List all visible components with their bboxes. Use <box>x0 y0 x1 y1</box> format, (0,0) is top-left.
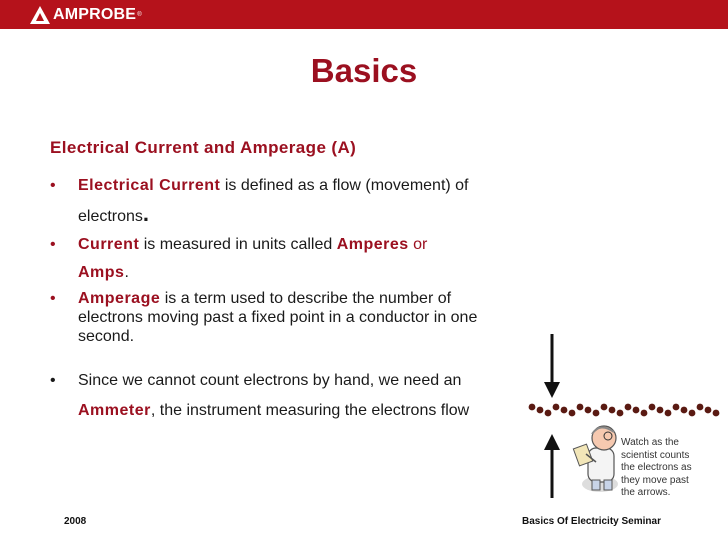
term-current: Current <box>78 236 140 253</box>
brand-name: AMPROBE <box>53 6 137 23</box>
electrons-row <box>529 404 720 417</box>
footer-seminar: Basics Of Electricity Seminar <box>522 516 661 527</box>
bullet-dot-icon: • <box>50 290 56 307</box>
bullet-text: is a term used to describe the number of electrons moving past a fixed point in a conductor in one second. <box>78 290 478 345</box>
term-amperage: Amperage <box>78 290 161 307</box>
amprobe-logo-icon <box>30 6 50 24</box>
bullet-amperage <box>50 289 520 346</box>
caption-line: they move past <box>621 474 689 486</box>
electron-icon <box>689 410 696 417</box>
term-ammeter: Ammeter <box>78 402 151 419</box>
electron-icon <box>649 404 656 411</box>
electron-icon <box>585 407 592 414</box>
illustration-caption <box>621 437 721 500</box>
electron-icon <box>697 404 704 411</box>
bullet-period: . <box>142 201 150 226</box>
electron-icon <box>545 410 552 417</box>
caption-line: the electrons as <box>621 462 692 473</box>
bullet-electrical-current <box>50 172 520 231</box>
bullet-ammeter <box>50 366 520 426</box>
electron-icon <box>609 407 616 414</box>
electron-icon <box>561 407 568 414</box>
up-arrow-icon <box>544 434 560 498</box>
electron-icon <box>529 404 536 411</box>
caption-line: Watch as the <box>621 437 679 448</box>
electron-icon <box>601 404 608 411</box>
term-electrical-current: Electrical Current <box>78 177 221 194</box>
bullet-period: . <box>124 264 129 281</box>
footer-year: 2008 <box>64 516 87 527</box>
caption-line: scientist counts <box>621 449 690 461</box>
bullet-text: Since we cannot count electrons by hand, we need an <box>78 372 462 389</box>
electron-icon <box>577 404 584 411</box>
scientist-figure <box>573 426 618 492</box>
term-amps: Amps <box>78 264 125 281</box>
electron-icon <box>665 410 672 417</box>
electron-icon <box>569 410 576 417</box>
bullet-dot-icon: • <box>50 372 56 389</box>
caption-line: the arrows. <box>621 487 671 498</box>
bullet-dot-icon: • <box>50 177 56 194</box>
bullet-text-end: , the instrument measuring the electrons flow <box>150 402 470 419</box>
bullet-dot-icon: • <box>50 236 56 253</box>
term-amperes: Amperes <box>336 236 409 253</box>
slide-subtitle: Electrical Current and Amperage (A) <box>50 138 357 157</box>
electron-icon <box>681 407 688 414</box>
electron-icon <box>705 407 712 414</box>
brand-logo <box>30 4 142 26</box>
electron-icon <box>553 404 560 411</box>
electron-icon <box>641 410 648 417</box>
bullet-text: is defined as a flow (movement) of electrons <box>78 177 469 225</box>
electron-icon <box>657 407 664 414</box>
bullet-current <box>50 231 520 287</box>
electron-icon <box>625 404 632 411</box>
bullet-or: or <box>408 236 428 253</box>
bullet-text: is measured in units called <box>139 236 337 253</box>
registered-mark: ® <box>137 12 142 18</box>
electron-icon <box>673 404 680 411</box>
slide-title: Basics <box>310 52 418 89</box>
electron-icon <box>617 410 624 417</box>
down-arrow-icon <box>544 334 560 398</box>
electron-icon <box>713 410 720 417</box>
header-bar <box>0 0 728 29</box>
electron-icon <box>593 410 600 417</box>
electron-icon <box>537 407 544 414</box>
electron-icon <box>633 407 640 414</box>
